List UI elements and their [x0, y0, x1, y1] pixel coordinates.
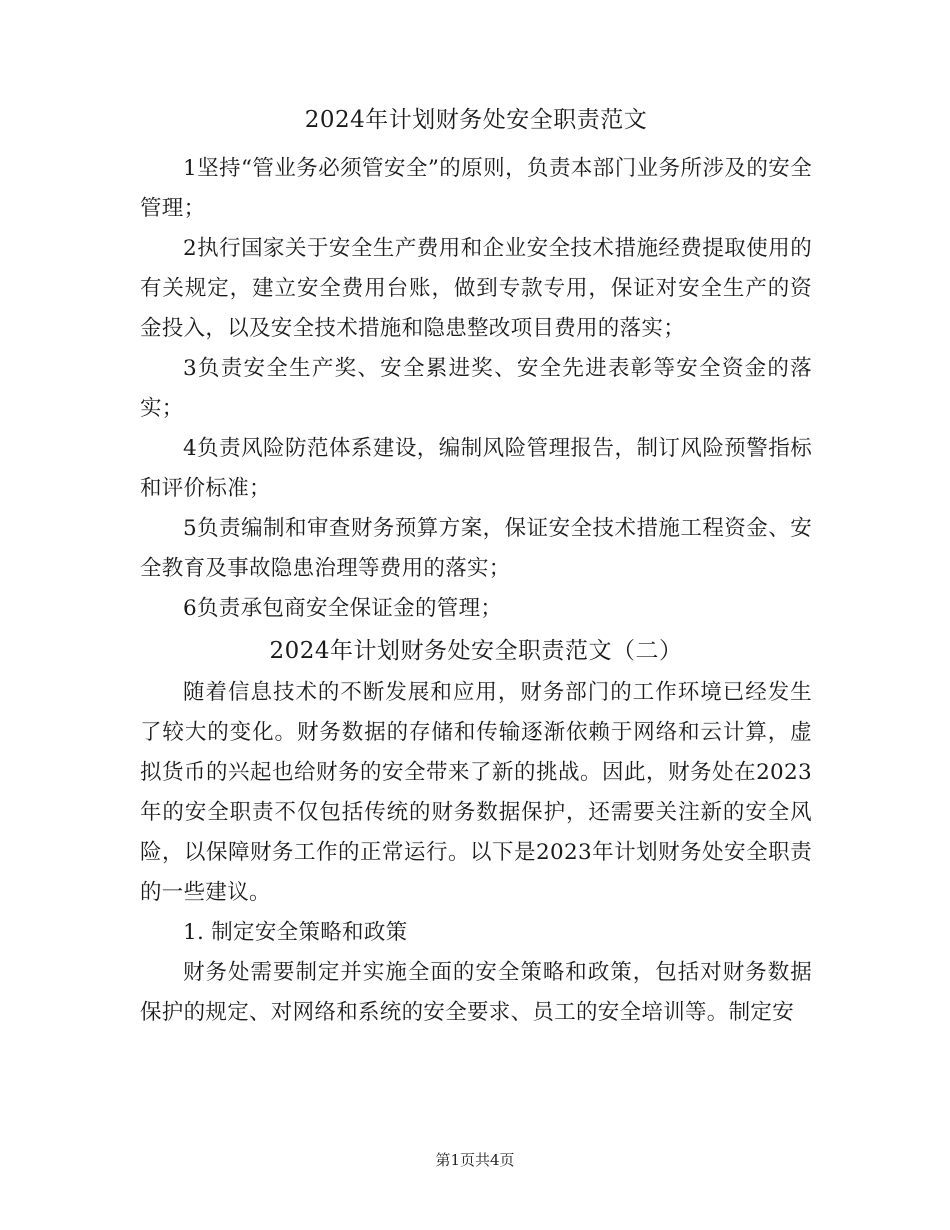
paragraph-item-5: 5负责编制和审查财务预算方案，保证安全技术措施工程资金、安全教育及事故隐患治理等费用的落实；: [140, 516, 812, 581]
section-heading-1: 1. 制定安全策略和政策: [183, 920, 408, 945]
paragraph-intro: 随着信息技术的不断发展和应用，财务部门的工作环境已经发生了较大的变化。财务数据的存储和传输逐渐依赖于网络和云计算，虚拟货币的兴起也给财务的安全带来了新的挑战。因此，财务处在2023年的安全职责不仅包括传统的财务数据保护，还需要关注新的安全风险，以保障财务工作的正常运行。以下是2023年计划财务处安全职责的一些建议。: [140, 680, 812, 905]
document-title: 2024年计划财务处安全职责范文: [304, 107, 648, 133]
paragraph-item-3: 3负责安全生产奖、安全累进奖、安全先进表彰等安全资金的落实；: [140, 356, 812, 421]
paragraph-item-2: 2执行国家关于安全生产费用和企业安全技术措施经费提取使用的有关规定，建立安全费用台账，做到专款专用，保证对安全生产的资金投入，以及安全技术措施和隐患整改项目费用的落实；: [140, 236, 812, 341]
paragraph-item-6: 6负责承包商安全保证金的管理；: [183, 596, 503, 621]
section-title-2: 2024年计划财务处安全职责范文（二）: [269, 638, 683, 664]
document-body: [140, 98, 812, 1033]
paragraph-item-4: 4负责风险防范体系建设，编制风险管理报告，制订风险预警指标和评价标准；: [140, 436, 812, 501]
paragraph-strategy: 财务处需要制定并实施全面的安全策略和政策，包括对财务数据保护的规定、对网络和系统的安全要求、员工的安全培训等。制定安: [140, 960, 812, 1025]
paragraph-item-1: 1坚持“管业务必须管安全”的原则，负责本部门业务所涉及的安全管理；: [140, 156, 812, 221]
page-number: 第1页共4页: [435, 1151, 515, 1169]
